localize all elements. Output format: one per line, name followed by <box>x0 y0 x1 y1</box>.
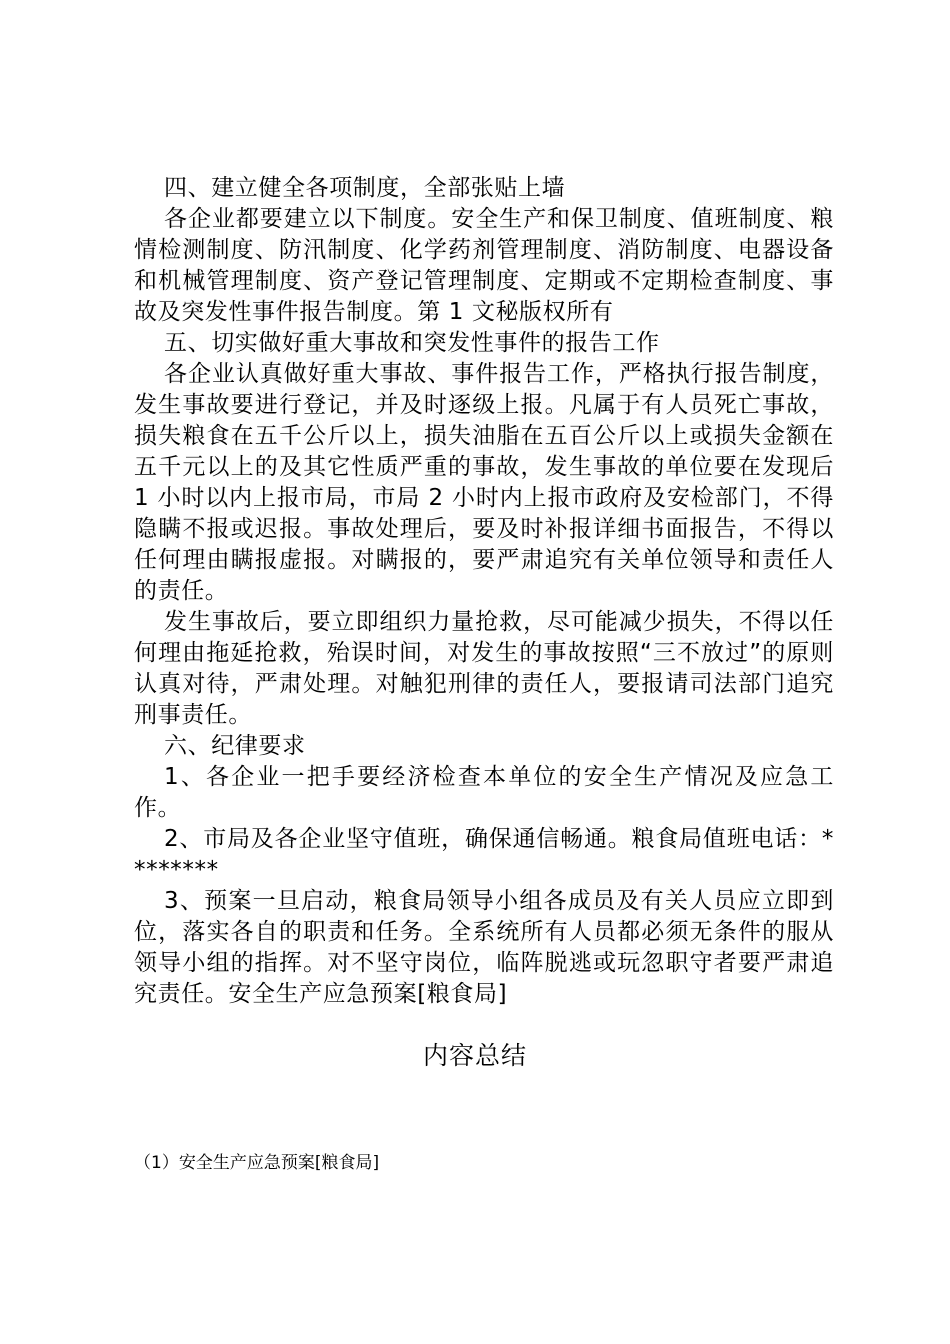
summary-title: 内容总结 <box>422 1041 527 1070</box>
discipline-item-2: 2、市局及各企业坚守值班，确保通信畅通。粮食局值班电话：******** <box>134 826 834 883</box>
paragraph-rescue: 发生事故后，要立即组织力量抢救，尽可能减少损失，不得以任何理由拖延抢救，殆误时间，对发生的事故按照“三不放过”的原则认真对待，严肃处理。对触犯刑律的责任人，要报请司法部门追究刑事责任。 <box>134 609 834 728</box>
paragraph-accident-report: 各企业认真做好重大事故、事件报告工作，严格执行报告制度，发生事故要进行登记，并及时逐级上报。凡属于有人员死亡事故，损失粮食在五千公斤以上，损失油脂在五百公斤以上或损失金额在五千元以上的及其它性质严重的事故，发生事故的单位要在发现后 1 小时以内上报市局，市局 2 小时内上报市政府及安检部门，不得隐瞒不报或迟报。事故处理后，要及时补报详细书面报告，不得以任何理由瞒报虚报。对瞒报的，要严肃追究有关单位领导和责任人的责任。 <box>134 361 834 604</box>
section-heading-5: 五、切实做好重大事故和突发性事件的报告工作 <box>164 330 660 356</box>
paragraph-systems: 各企业都要建立以下制度。安全生产和保卫制度、值班制度、粮情检测制度、防汛制度、化学药剂管理制度、消防制度、电器设备和机械管理制度、资产登记管理制度、定期或不定期检查制度、事故及突发性事件报告制度。第 1 文秘版权所有 <box>134 206 834 325</box>
document-body <box>134 173 834 1010</box>
section-heading-6: 六、纪律要求 <box>164 733 306 759</box>
summary-item: （1）安全生产应急预案[粮食局] <box>134 1153 380 1173</box>
discipline-item-1: 1、各企业一把手要经济检查本单位的安全生产情况及应急工作。 <box>134 764 834 821</box>
section-heading-4: 四、建立健全各项制度，全部张贴上墙 <box>164 175 566 201</box>
discipline-item-3: 3、预案一旦启动，粮食局领导小组各成员及有关人员应立即到位，落实各自的职责和任务。全系统所有人员都必须无条件的服从领导小组的指挥。对不坚守岗位，临阵脱逃或玩忽职守者要严肃追究责任。安全生产应急预案[粮食局] <box>134 888 834 1007</box>
